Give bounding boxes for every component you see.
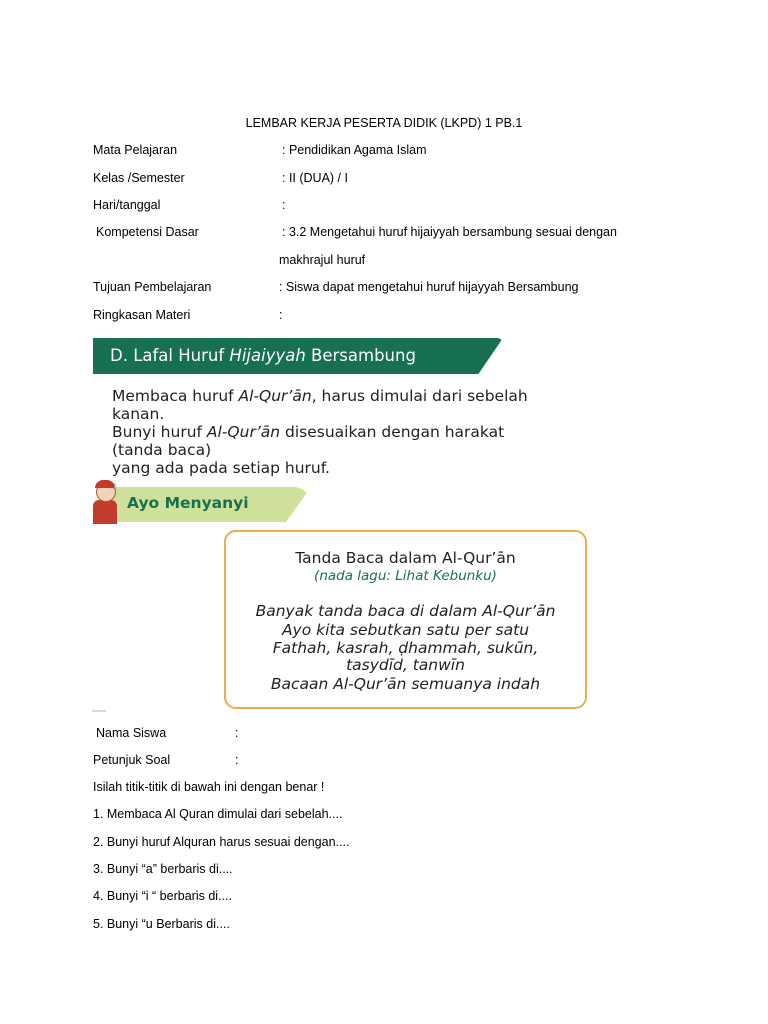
question-item: 5. Bunyi “u Berbaris di.... [93, 917, 230, 931]
song-line-1: Banyak tanda baca di dalam Al-Qur’ān [255, 602, 556, 620]
info-value-summary: : [279, 308, 283, 322]
instructions-label: Petunjuk Soal [93, 753, 171, 767]
info-label-summary: Ringkasan Materi [93, 308, 191, 322]
page-title: LEMBAR KERJA PESERTA DIDIK (LKPD) 1 PB.1 [245, 116, 523, 130]
info-label-subject: Mata Pelajaran [93, 143, 178, 157]
info-value-competency-cont: makhrajul huruf [279, 253, 366, 267]
info-value-objective: : Siswa dapat mengetahui huruf hijayyah Bersambung [279, 280, 579, 294]
song-line-2: Ayo kita sebutkan satu per satu [281, 621, 530, 639]
question-item: 3. Bunyi “a” berbaris di.... [93, 862, 233, 876]
student-name-colon: : [235, 726, 239, 740]
singing-character-icon: ♪ [92, 480, 122, 524]
student-name-label: Nama Siswa [96, 726, 167, 740]
song-subtitle: (nada lagu: Lihat Kebunku) [314, 568, 497, 584]
paragraph-line-1: Membaca huruf Al-Qur’ān, harus dimulai dari sebelah [112, 387, 528, 405]
song-line-4: tasydīd, tanwīn [346, 656, 465, 674]
paragraph-line-5: yang ada pada setiap huruf. [112, 459, 330, 477]
divider-mark [92, 710, 106, 712]
info-label-date: Hari/tanggal [93, 198, 161, 212]
paragraph-line-3: Bunyi huruf Al-Qur’ān disesuaikan dengan harakat [112, 423, 505, 441]
info-label-competency: Kompetensi Dasar [96, 225, 199, 239]
song-line-3: Fathah, kasrah, ḍhammah, sukūn, [272, 639, 539, 657]
paragraph-line-2: kanan. [112, 405, 165, 423]
song-line-5: Bacaan Al-Qur’ān semuanya indah [270, 675, 541, 693]
instruction-text: Isilah titik-titik di bawah ini dengan benar ! [93, 780, 325, 794]
info-label-class: Kelas /Semester [93, 171, 185, 185]
question-item: 1. Membaca Al Quran dimulai dari sebelah.... [93, 807, 343, 821]
question-item: 2. Bunyi huruf Alquran harus sesuai dengan.... [93, 835, 350, 849]
info-value-subject: : Pendidikan Agama Islam [282, 143, 427, 157]
info-value-class: : II (DUA) / I [282, 171, 348, 185]
song-header-label: Ayo Menyanyi [127, 494, 249, 512]
song-title: Tanda Baca dalam Al-Qur’ān [295, 549, 516, 567]
info-value-date: : [282, 198, 286, 212]
question-item: 4. Bunyi “i “ berbaris di.... [93, 889, 232, 903]
info-value-competency: : 3.2 Mengetahui huruf hijaiyyah bersambung sesuai dengan [282, 225, 617, 239]
section-title: D. Lafal Huruf Hijaiyyah Bersambung [110, 346, 416, 365]
paragraph-line-4: (tanda baca) [112, 441, 212, 459]
instructions-colon: : [235, 753, 239, 767]
info-label-objective: Tujuan Pembelajaran [93, 280, 212, 294]
